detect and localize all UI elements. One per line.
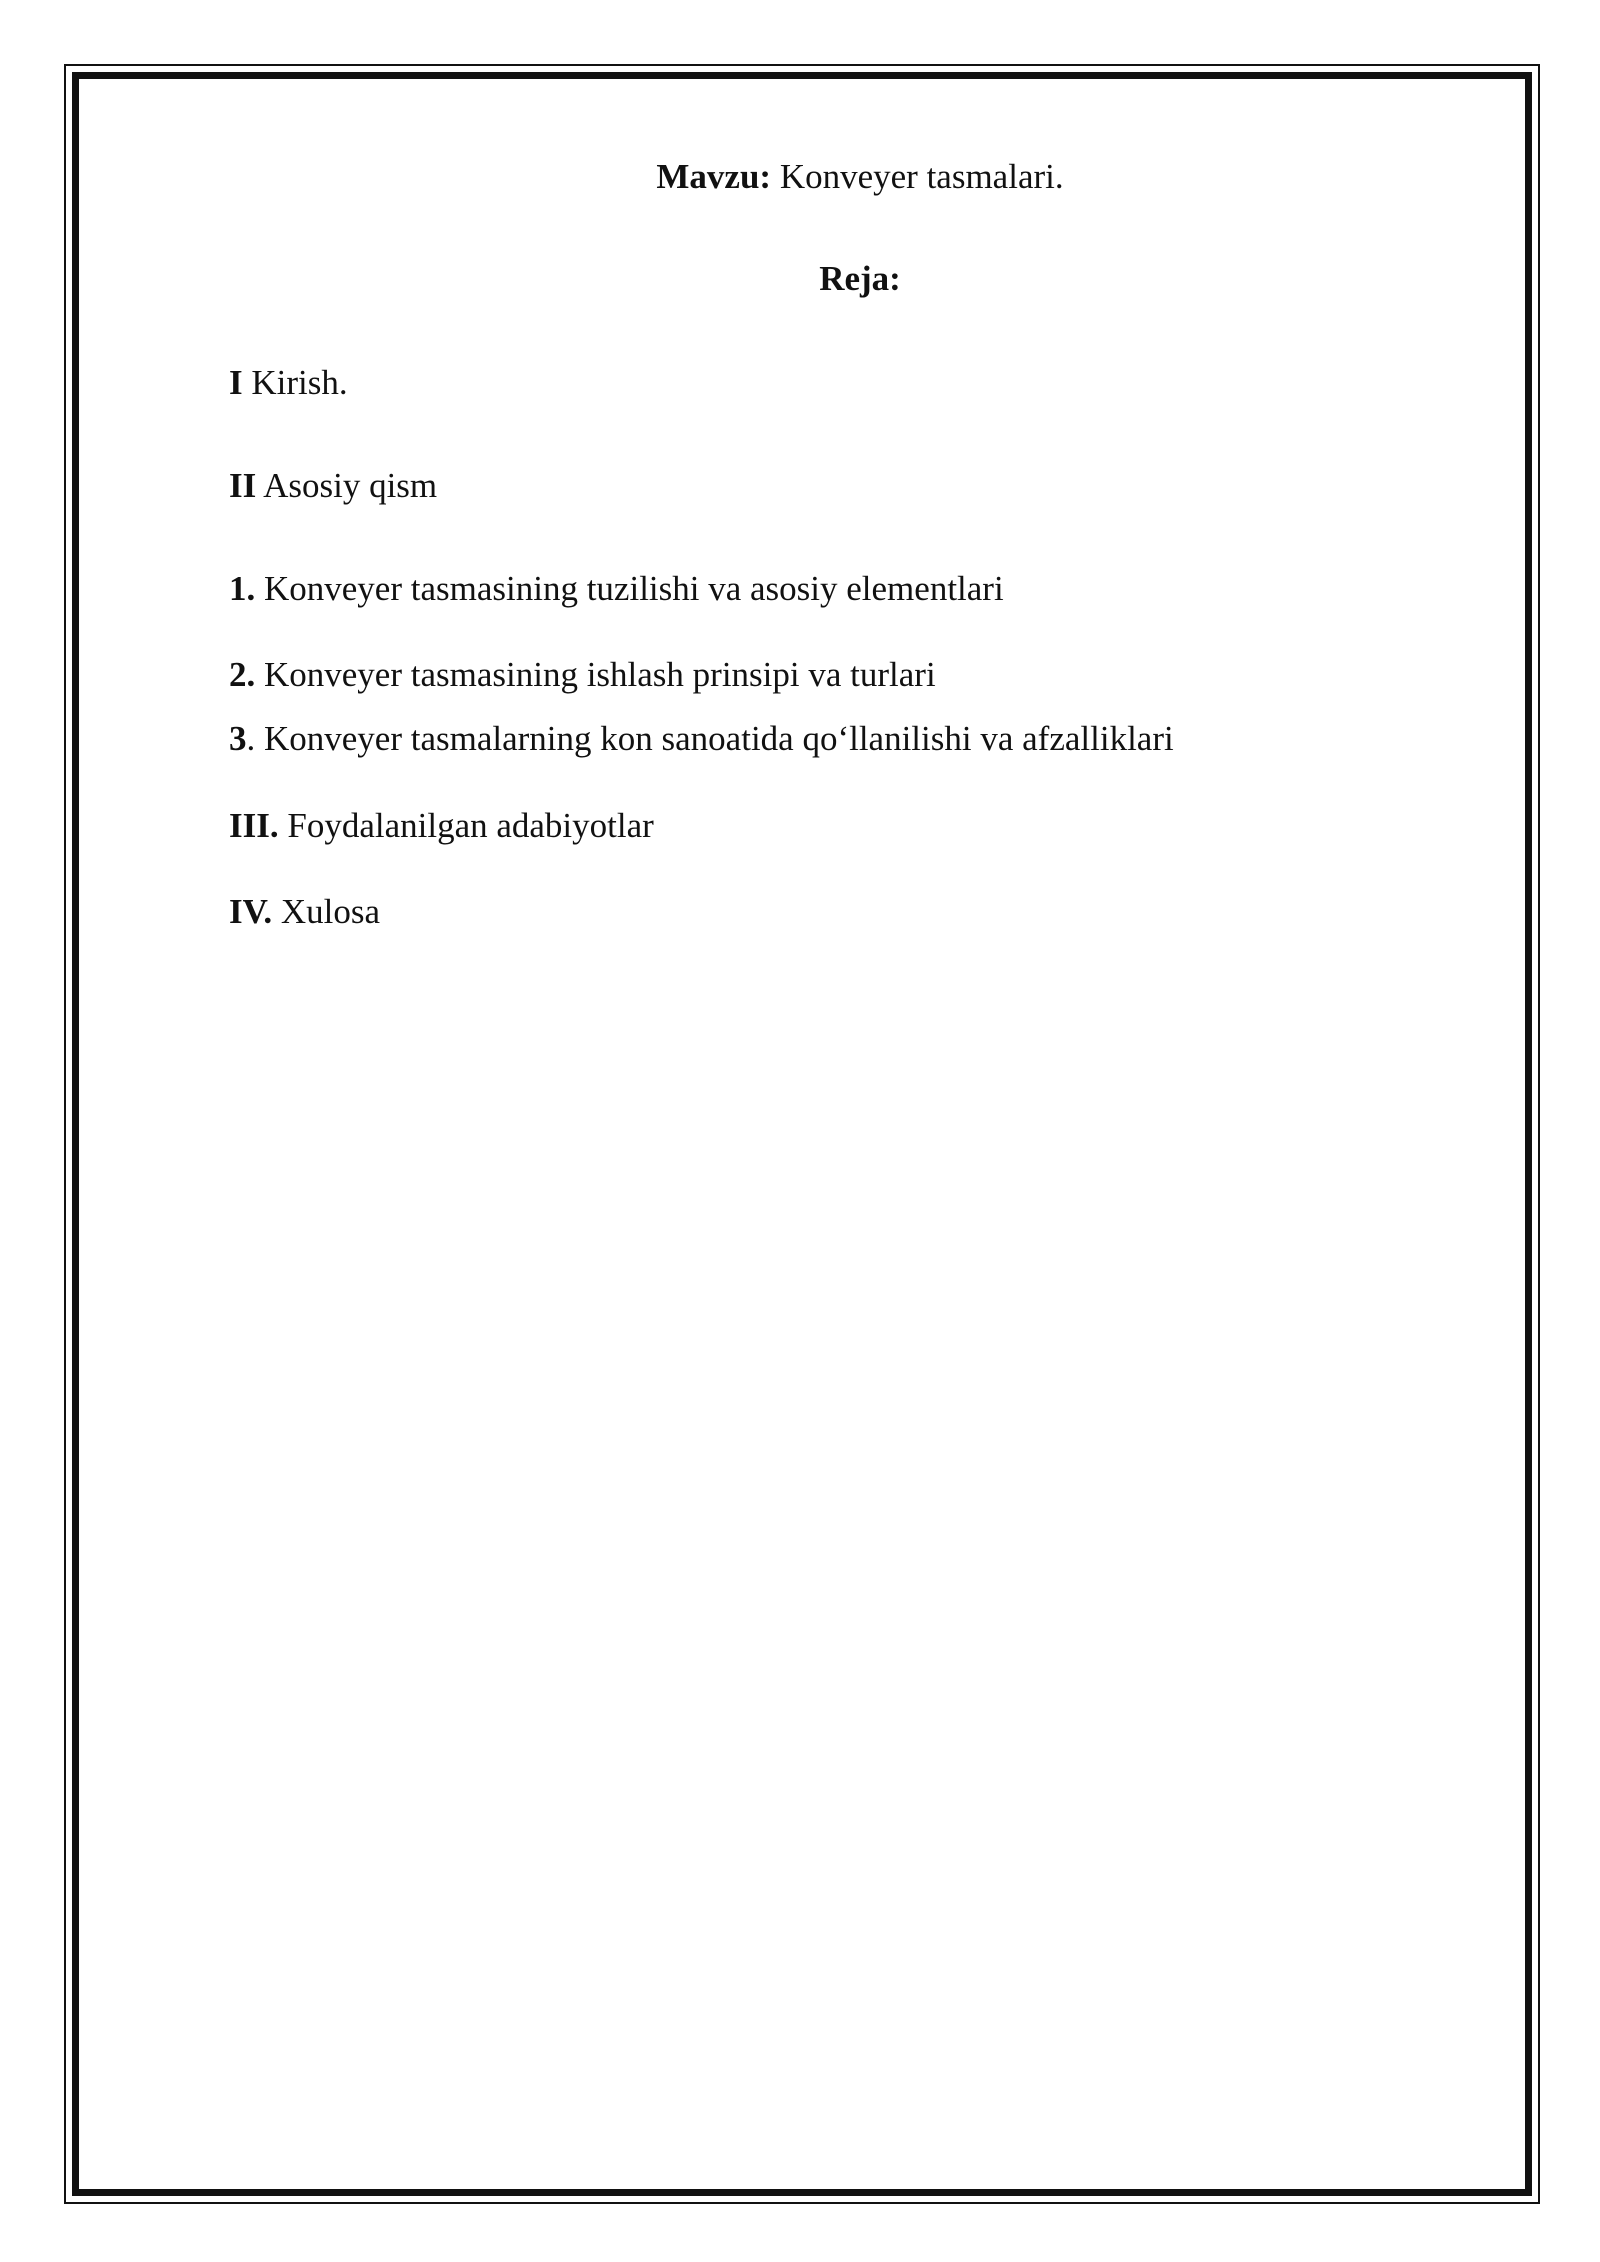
plan-item-marker: 2. <box>229 655 256 694</box>
plan-item-conclusion <box>229 891 380 933</box>
plan-item-references <box>229 805 654 847</box>
plan-item-text: Kirish. <box>251 363 348 402</box>
plan-item-text: Konveyer tasmasining ishlash prinsipi va turlari <box>264 655 936 694</box>
topic-value: Konveyer tasmalari. <box>779 157 1064 196</box>
plan-item-main-part <box>229 465 437 507</box>
plan-item-3 <box>229 718 1174 760</box>
plan-item-marker: I <box>229 363 243 402</box>
plan-item-marker: III. <box>229 806 279 845</box>
plan-item-text: Konveyer tasmalarning kon sanoatida qo‘llanilishi va afzalliklari <box>264 719 1174 758</box>
plan-item-text: Foydalanilgan adabiyotlar <box>287 806 654 845</box>
plan-item-text: Konveyer tasmasining tuzilishi va asosiy elementlari <box>264 569 1004 608</box>
plan-item-text: Asosiy qism <box>263 466 438 505</box>
plan-item-suffix: . <box>246 719 256 758</box>
plan-item-1 <box>229 568 1004 610</box>
plan-item-marker: IV. <box>229 892 273 931</box>
plan-item-2 <box>229 654 936 696</box>
topic-label: Mavzu: <box>656 157 772 196</box>
plan-item-marker: 1. <box>229 569 256 608</box>
plan-heading <box>0 258 1600 300</box>
plan-heading-text: Reja: <box>819 259 901 298</box>
plan-item-intro <box>229 362 348 404</box>
plan-item-marker: 3 <box>229 719 247 758</box>
topic-line <box>0 156 1600 198</box>
plan-item-text: Xulosa <box>280 892 381 931</box>
plan-item-marker: II <box>229 466 257 505</box>
